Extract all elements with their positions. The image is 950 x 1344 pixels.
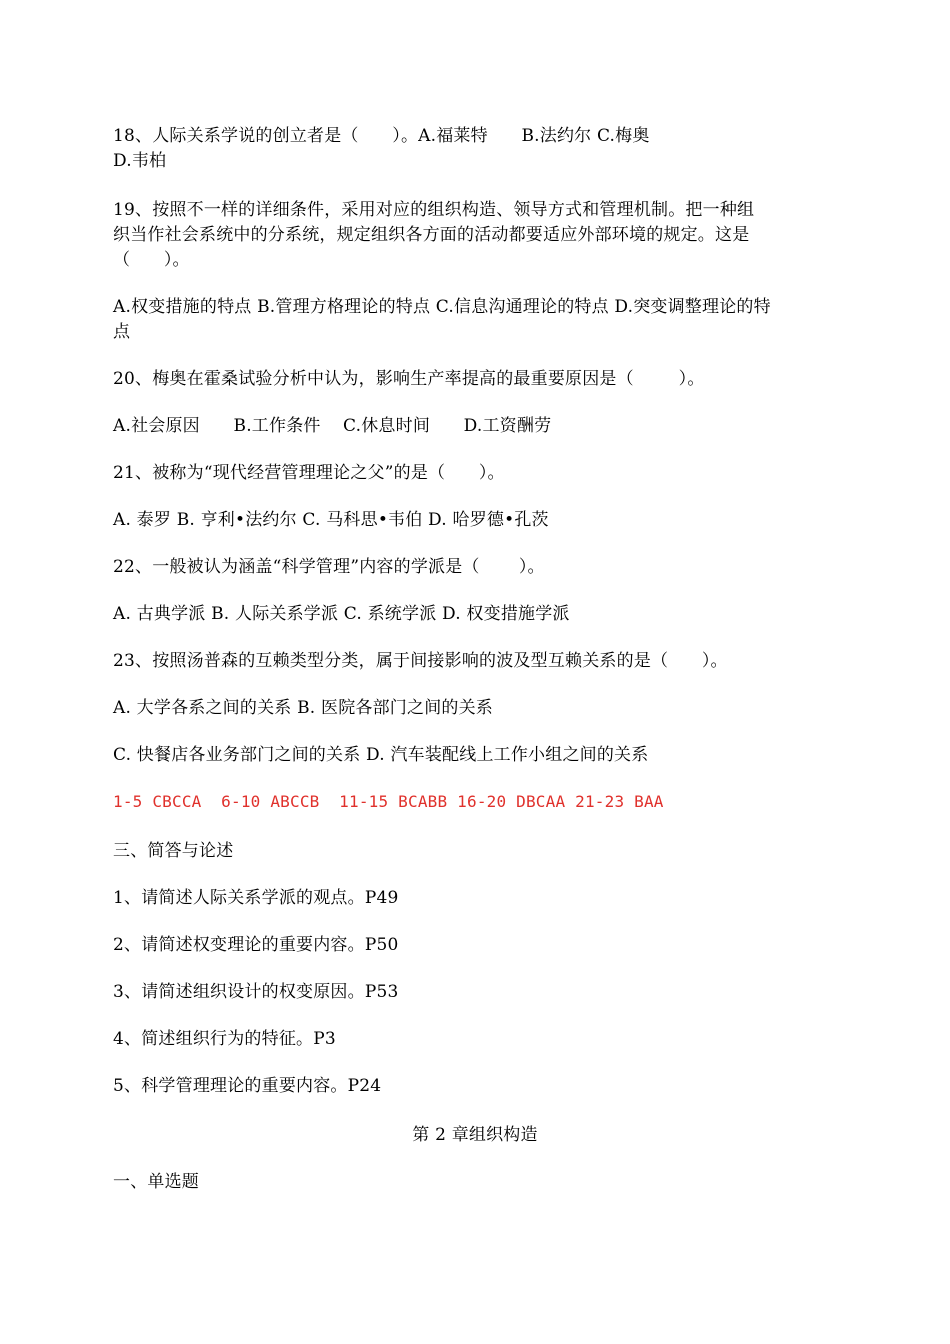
question-21-options: A. 泰罗 B. 亨利•法约尔 C. 马科思•韦伯 D. 哈罗德•孔茨 bbox=[113, 510, 549, 530]
question-23-options-line1: A. 大学各系之间的关系 B. 医院各部门之间的关系 bbox=[113, 698, 493, 718]
short-answer-item-4: 4、简述组织行为的特征。P3 bbox=[113, 1029, 336, 1049]
short-answer-item-1: 1、请简述人际关系学派的观点。P49 bbox=[113, 888, 399, 908]
chapter-2-section-1-heading: 一、单选题 bbox=[113, 1172, 199, 1192]
question-22-stem: 22、一般被认为涵盖“科学管理”内容的学派是（ ）。 bbox=[113, 557, 545, 577]
question-18-option-d: D.韦柏 bbox=[113, 151, 167, 171]
question-20-options: A.社会原因 B.工作条件 C.休息时间 D.工资酬劳 bbox=[113, 416, 552, 436]
question-19-stem-line2: 织当作社会系统中的分系统，规定组织各方面的活动都要适应外部环境的规定。这是 bbox=[113, 225, 750, 245]
question-19-stem-line1: 19、按照不一样的详细条件，采用对应的组织构造、领导方式和管理机制。把一种组 bbox=[113, 200, 755, 220]
question-19-stem-line3: （ ）。 bbox=[113, 250, 190, 270]
question-23-options-line2: C. 快餐店各业务部门之间的关系 D. 汽车装配线上工作小组之间的关系 bbox=[113, 745, 649, 765]
question-22-options: A. 古典学派 B. 人际关系学派 C. 系统学派 D. 权变措施学派 bbox=[113, 604, 570, 624]
short-answer-item-3: 3、请简述组织设计的权变原因。P53 bbox=[113, 982, 399, 1002]
short-answer-item-2: 2、请简述权变理论的重要内容。P50 bbox=[113, 935, 399, 955]
question-20-stem: 20、梅奥在霍桑试验分析中认为，影响生产率提高的最重要原因是（ ）。 bbox=[113, 369, 705, 389]
answer-key: 1-5 CBCCA 6-10 ABCCB 11-15 BCABB 16-20 DBCAA 21-23 BAA bbox=[113, 792, 664, 811]
short-answer-item-5: 5、科学管理理论的重要内容。P24 bbox=[113, 1076, 382, 1096]
chapter-2-title: 第 2 章组织构造 bbox=[412, 1125, 538, 1145]
question-23-stem: 23、按照汤普森的互赖类型分类，属于间接影响的波及型互赖关系的是（ ）。 bbox=[113, 651, 728, 671]
section-3-heading: 三、简答与论述 bbox=[113, 841, 234, 861]
question-21-stem: 21、被称为“现代经营管理理论之父”的是（ ）。 bbox=[113, 463, 505, 483]
question-19-options-line2: 点 bbox=[113, 322, 131, 342]
question-19-options-line1: A.权变措施的特点 B.管理方格理论的特点 C.信息沟通理论的特点 D.突变调整理论的特 bbox=[113, 297, 771, 317]
question-18-stem: 18、人际关系学说的创立者是（ ）。A.福莱特 B.法约尔 C.梅奥 bbox=[113, 126, 650, 146]
